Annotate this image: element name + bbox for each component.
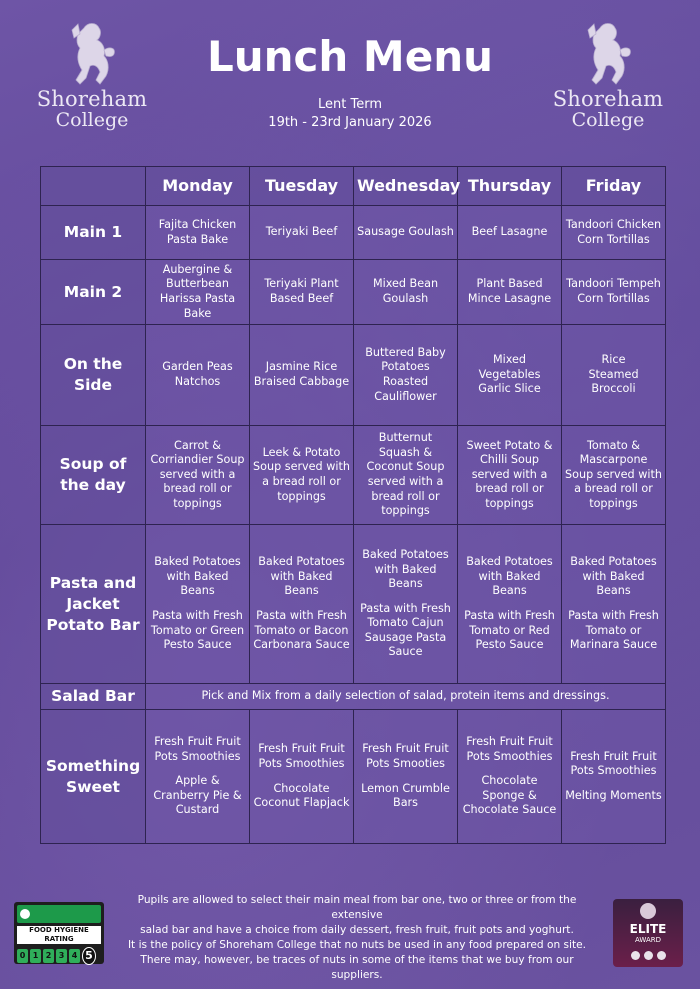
menu-cell: [250, 525, 354, 684]
menu-item: Beef Lasagne: [471, 225, 548, 239]
menu-item: Pasta with Fresh Tomato Cajun Sausage Pasta Sauce: [360, 601, 451, 659]
menu-cell: [146, 525, 250, 684]
lion-crest-icon: [580, 20, 636, 88]
menu-item: Butternut Squash & Coconut Soup served with a bread roll or toppings: [366, 431, 445, 518]
menu-item: Lemon Crumble Bars: [361, 781, 450, 810]
menu-cell: [458, 710, 562, 844]
menu-cell: [458, 426, 562, 525]
award-dot-icon: [657, 951, 666, 960]
menu-item: Pasta with Fresh Tomato or Red Pesto Sauce: [464, 609, 555, 652]
footer-line: There may, however, be traces of nuts in some of the items that we buy from our suppliers.: [140, 954, 574, 981]
menu-cell: [458, 260, 562, 325]
menu-cell: [458, 206, 562, 260]
menu-item: Steamed Broccoli: [588, 367, 639, 396]
menu-cell: [562, 260, 666, 325]
menu-cell: [458, 525, 562, 684]
school-name-line1: Shoreham: [36, 87, 148, 111]
menu-row-soup: [41, 426, 666, 525]
row-label: Something Sweet: [41, 710, 146, 844]
menu-cell: [146, 426, 250, 525]
menu-cell: [250, 206, 354, 260]
menu-item: Mixed Vegetables: [478, 353, 541, 381]
menu-item: Fresh Fruit Fruit Pots Smoothies: [466, 735, 553, 763]
menu-item: Fresh Fruit Fruit Pots Smoothies: [570, 749, 657, 778]
hygiene-label: FOOD HYGIENE RATING: [17, 926, 101, 944]
menu-item: Sweet Potato & Chilli Soup served with a bread roll or toppings: [466, 438, 553, 510]
menu-cell: [146, 710, 250, 844]
menu-cell: [354, 710, 458, 844]
elite-title: ELITE: [629, 922, 667, 936]
menu-item: Roasted Cauliflower: [374, 375, 437, 403]
school-name-line2: College: [571, 109, 645, 131]
menu-item: Chocolate Sponge & Chocolate Sauce: [462, 774, 557, 817]
menu-item: Fajita Chicken Pasta Bake: [158, 217, 237, 246]
menu-row-on-the-side: [41, 325, 666, 426]
hygiene-score-selected: 5: [82, 947, 96, 965]
menu-item: Carrot & Corriandier Soup served with a bread roll or toppings: [150, 438, 245, 510]
row-label: Pasta and Jacket Potato Bar: [41, 525, 146, 684]
page-title: Lunch Menu: [206, 32, 494, 81]
menu-item: Buttered Baby Potatoes: [365, 345, 446, 374]
hygiene-score: 3: [56, 949, 67, 963]
menu-cell: [458, 325, 562, 426]
school-name-line2: College: [55, 109, 129, 131]
menu-item: Tandoori Tempeh Corn Tortillas: [566, 277, 661, 305]
day-header-monday: Monday: [146, 167, 250, 206]
menu-cell: [250, 325, 354, 426]
menu-cell: [146, 260, 250, 325]
menu-table: [40, 166, 666, 844]
elite-subtitle: AWARD: [635, 936, 661, 944]
menu-item: Pasta with Fresh Tomato or Green Pesto Sauce: [150, 609, 245, 652]
menu-cell: [354, 426, 458, 525]
footer-line: salad bar and have a choice from daily dessert, fresh fruit, fruit pots and yoghurt.: [140, 924, 574, 936]
footer-policy-text: [118, 893, 596, 983]
menu-row-main-2: [41, 260, 666, 325]
award-dot-icon: [631, 951, 640, 960]
menu-item: Leek & Potato Soup served with a bread roll or toppings: [253, 445, 350, 503]
term-info: [150, 96, 550, 132]
menu-cell: [354, 260, 458, 325]
menu-cell: [562, 325, 666, 426]
school-logo-left: [32, 20, 152, 130]
menu-item: Aubergine & Butterbean Harissa Pasta Bake: [159, 262, 236, 320]
menu-item: Baked Potatoes with Baked Beans: [570, 555, 657, 598]
menu-item: Pasta with Fresh Tomato or Bacon Carbonara Sauce: [253, 609, 350, 652]
row-label: Main 2: [41, 260, 146, 325]
menu-item: Pasta with Fresh Tomato or Marinara Sauce: [568, 609, 659, 652]
menu-cell: [562, 525, 666, 684]
award-dots: [613, 951, 683, 960]
hygiene-score: 1: [30, 949, 41, 963]
hygiene-scale: [17, 947, 101, 965]
table-corner: [41, 167, 146, 206]
menu-item: Tandoori Chicken Corn Tortillas: [565, 217, 662, 246]
elite-award-badge: [613, 899, 683, 967]
menu-item: Fresh Fruit Fruit Pots Smoothies: [154, 735, 241, 763]
menu-cell: [354, 525, 458, 684]
menu-cell: [562, 426, 666, 525]
term-name: Lent Term: [318, 97, 382, 112]
menu-item: Sausage Goulash: [357, 225, 454, 239]
row-label: Main 1: [41, 206, 146, 260]
lion-crest-icon: [64, 20, 120, 88]
menu-row-pasta-jacket: [41, 525, 666, 684]
menu-item: Fresh Fruit Fruit Pots Smooties: [362, 742, 449, 770]
menu-item: Tomato & Mascarpone Soup served with a bread roll or toppings: [565, 438, 662, 510]
menu-item: Garden Peas: [162, 360, 233, 374]
term-dates: 19th - 23rd January 2026: [268, 115, 432, 130]
day-header-row: [41, 167, 666, 206]
menu-cell: [146, 325, 250, 426]
menu-cell: [354, 325, 458, 426]
hygiene-logo-icon: [20, 909, 30, 919]
school-name-line1: Shoreham: [552, 87, 664, 111]
menu-cell: [250, 426, 354, 525]
menu-item: Baked Potatoes with Baked Beans: [258, 555, 345, 598]
row-label: Soup of the day: [41, 426, 146, 525]
menu-cell: [354, 206, 458, 260]
menu-item: Baked Potatoes with Baked Beans: [154, 555, 241, 598]
menu-cell: [250, 260, 354, 325]
food-hygiene-rating-badge: [14, 902, 104, 964]
menu-item: Baked Potatoes with Baked Beans: [466, 555, 553, 598]
menu-item: Braised Cabbage: [253, 375, 350, 388]
day-header-tuesday: Tuesday: [250, 167, 354, 206]
menu-item: Chocolate Coconut Flapjack: [253, 781, 350, 810]
award-dot-icon: [644, 951, 653, 960]
menu-cell: [250, 710, 354, 844]
footer-line: It is the policy of Shoreham College that no nuts be used in any food prepared on site.: [127, 939, 587, 951]
day-header-friday: Friday: [562, 167, 666, 206]
row-label: Salad Bar: [41, 684, 146, 710]
footer-line: Pupils are allowed to select their main meal from bar one, two or three or from the extensive: [137, 894, 577, 921]
menu-item: Garlic Slice: [478, 382, 541, 396]
menu-row-something-sweet: [41, 710, 666, 844]
menu-item: Melting Moments: [565, 788, 662, 802]
menu-cell: [146, 206, 250, 260]
hygiene-score: 2: [43, 949, 54, 963]
menu-item: Natchos: [174, 375, 221, 388]
school-logo-right: [548, 20, 668, 130]
menu-item: Apple & Cranberry Pie & Custard: [153, 774, 242, 817]
menu-item: Teriyaki Beef: [265, 225, 338, 239]
menu-item: Teriyaki Plant Based Beef: [264, 277, 339, 305]
menu-item: Mixed Bean Goulash: [372, 277, 439, 305]
menu-cell: [562, 710, 666, 844]
menu-row-salad-bar: [41, 684, 666, 710]
day-header-wednesday: Wednesday: [354, 167, 458, 206]
award-medal-icon: [640, 903, 656, 919]
hygiene-logo-strip: [17, 905, 101, 923]
row-label: On the Side: [41, 325, 146, 426]
menu-item: Plant Based Mince Lasagne: [467, 277, 552, 305]
menu-item: Baked Potatoes with Baked Beans: [362, 547, 449, 591]
menu-item: Jasmine Rice: [265, 360, 338, 374]
menu-cell: [562, 206, 666, 260]
hygiene-score: 0: [17, 949, 28, 963]
menu-item: Rice: [601, 353, 626, 367]
menu-item: Fresh Fruit Fruit Pots Smoothies: [258, 742, 345, 770]
menu-row-main-1: [41, 206, 666, 260]
hygiene-score: 4: [69, 949, 80, 963]
day-header-thursday: Thursday: [458, 167, 562, 206]
salad-bar-description: Pick and Mix from a daily selection of salad, protein items and dressings.: [146, 684, 666, 710]
